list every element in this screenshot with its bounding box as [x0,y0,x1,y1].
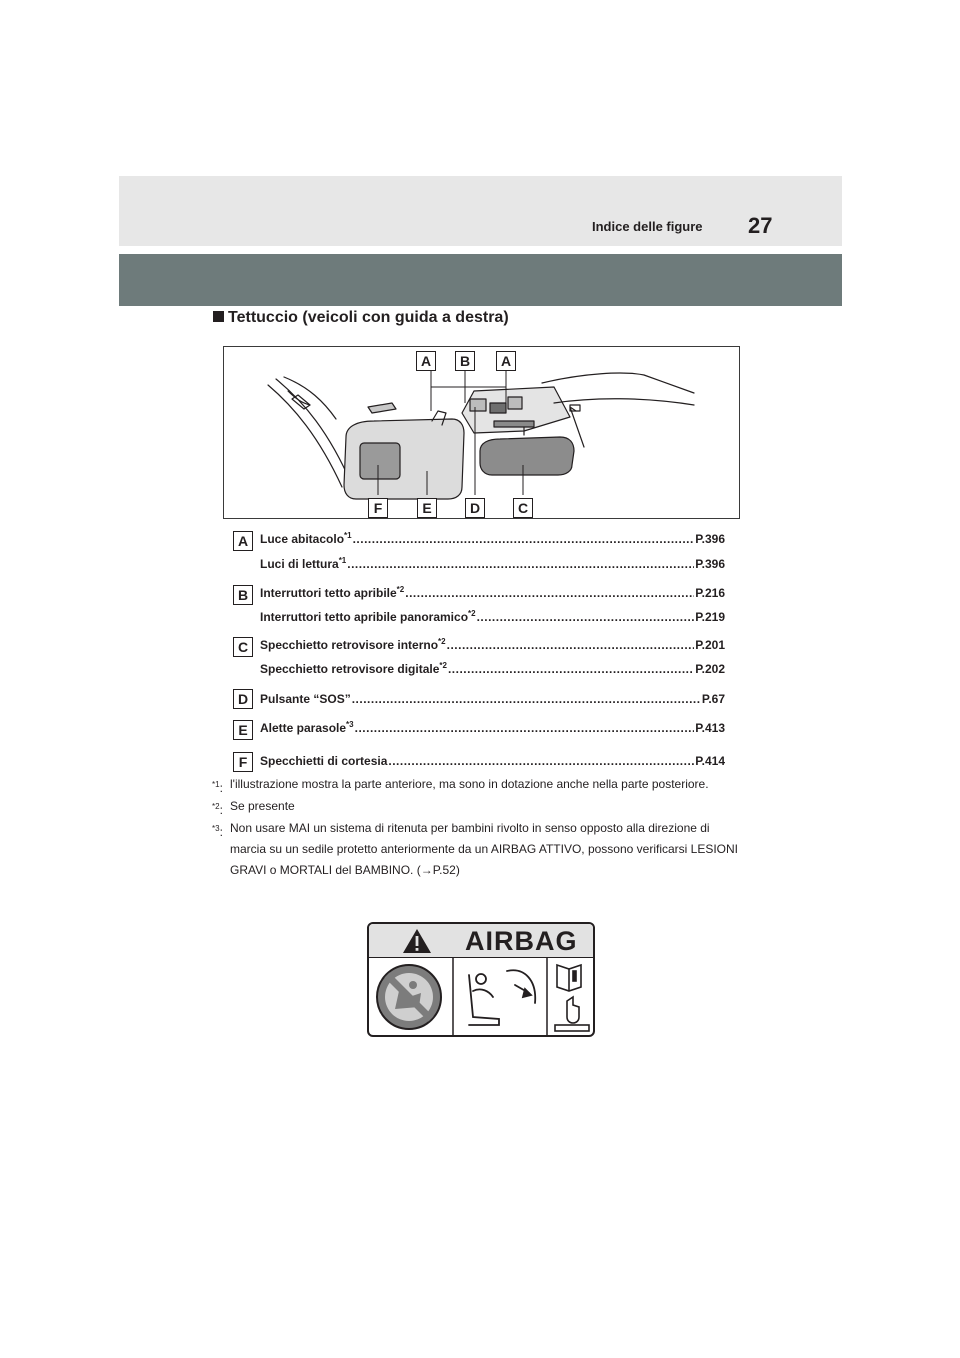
page-reference[interactable]: P.414 [695,754,725,768]
roof-drawing [224,347,741,520]
figure-label-a-left: A [416,351,436,371]
page-reference[interactable]: P.202 [695,662,725,676]
legend-entry: Specchietti di cortesia ..... P.414 [260,753,725,768]
legend-entry: Interruttori tetto apribile$^{*2}$ ..... P.216 [260,585,725,600]
legend-entry: Specchietto retrovisore interno$^{*2}$ ..... P.201 [260,637,725,652]
leader-dots [352,692,701,706]
page-reference[interactable]: P.201 [695,638,725,652]
warning-triangle-icon [402,928,432,954]
square-bullet-icon [213,311,224,322]
section-title: Tettuccio (veicoli con guida a destra) [213,309,509,327]
page-number: 27 [748,213,773,238]
legend-entry: Luce abitacolo$^{*1}$ ..... P.396 [260,531,725,546]
leader-dots [353,532,695,546]
page-reference[interactable]: P.396 [695,557,725,571]
page-reference[interactable]: P.413 [695,721,725,735]
figure-label-e: E [417,498,437,518]
no-child-seat-icon [377,965,441,1029]
leader-dots [447,638,695,652]
page-reference[interactable]: P.396 [695,532,725,546]
leader-dots [448,662,694,676]
leader-dots [388,754,694,768]
legend-entry: Luci di lettura$^{*1}$ ..... P.396 [260,556,725,571]
figure-label-b: B [455,351,475,371]
footnote-3: $^{*3}$: Non usare MAI un sistema di ritenuta per bambini rivolto in senso opposto alla direzione di marcia su un sedile protetto anteriormente da un AIRBAG ATTIVO, possono verificarsi LESIONI GRAVI o MORTALI del BAMBINO. (→P.52) [212,821,739,877]
leader-dots [347,557,694,571]
figure-label-c: C [513,498,533,518]
legend-key-e: E [233,720,253,740]
airbag-warning-label [367,922,595,1037]
header-band [119,176,842,246]
manual-book-icon [555,965,589,1031]
roof-illustration [223,346,740,519]
page-reference[interactable]: P.67 [701,692,725,706]
airbag-pictograms [369,957,593,1035]
footnote-2: $^{*2}$: Se presente [212,799,295,817]
leader-dots [477,610,695,624]
legend-key-c: C [233,637,253,657]
header-dark-band [119,254,842,306]
legend-key-b: B [233,585,253,605]
leader-dots [405,586,694,600]
figure-label-d: D [465,498,485,518]
legend-entry: Interruttori tetto apribile panoramico$^{*2}$ ..... P.219 [260,609,725,624]
legend-entry: Specchietto retrovisore digitale$^{*2}$ ..... P.202 [260,661,725,676]
page-reference[interactable]: P.216 [695,586,725,600]
airbag-label-header [369,924,593,958]
figure-label-f: F [368,498,388,518]
seat-airbag-icon [469,970,535,1025]
airbag-word: AIRBAG [465,926,578,956]
figure-label-a-right: A [496,351,516,371]
footnote-1: $^{*1}$: l'illustrazione mostra la parte anteriore, ma sono in dotazione anche nella parte posteriore. [212,777,709,795]
legend-key-a: A [233,531,253,551]
page-reference[interactable]: P.219 [695,610,725,624]
legend-key-f: F [233,752,253,772]
legend-key-d: D [233,689,253,709]
leader-dots [355,721,695,735]
chapter-title: Indice delle figure [592,219,703,234]
legend-entry: Alette parasole$^{*3}$ ..... P.413 [260,720,725,735]
legend-entry: Pulsante “SOS” ..... P.67 [260,691,725,706]
